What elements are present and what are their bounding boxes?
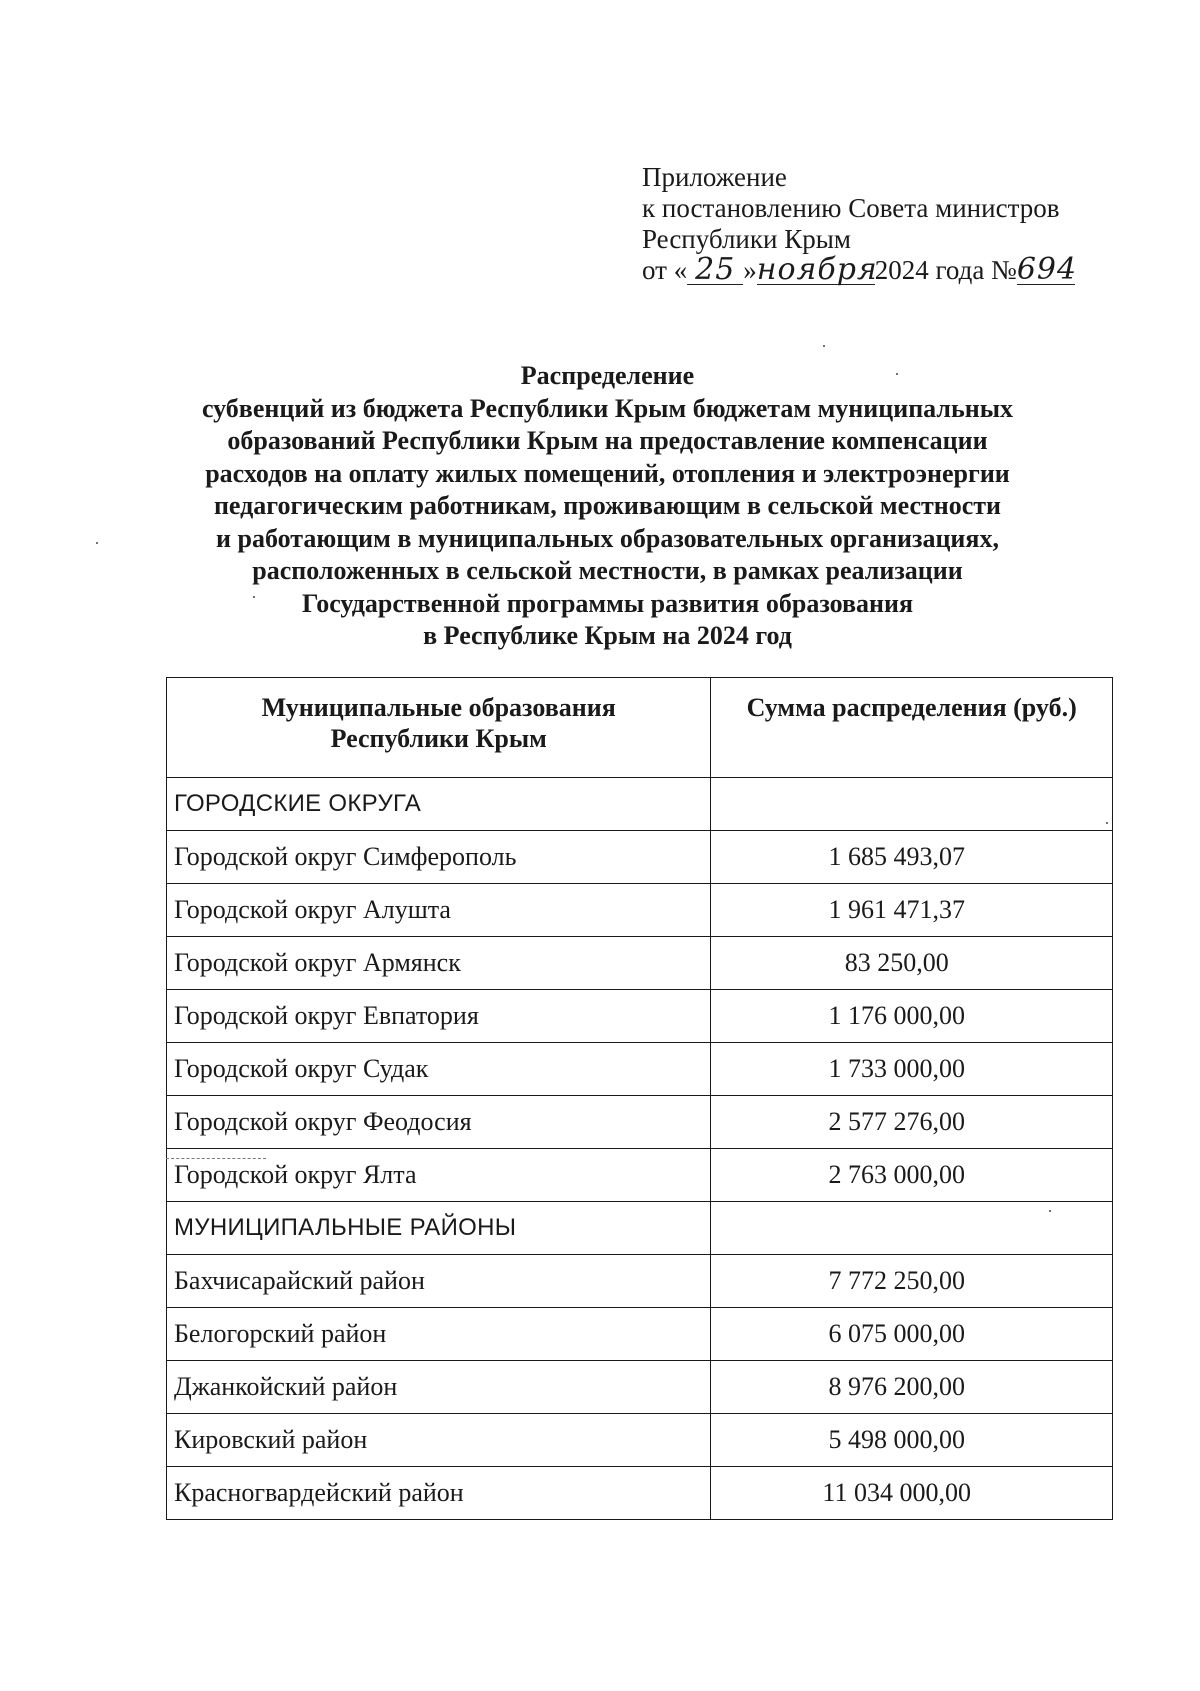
row-sum: 1 685 493,07 <box>711 831 1113 884</box>
row-sum: 83 250,00 <box>711 937 1113 990</box>
row-sum: 1 176 000,00 <box>711 990 1113 1043</box>
row-name: Белогорский район <box>167 1308 711 1361</box>
distribution-table <box>166 677 1113 1520</box>
row-name: Городской округ Судак <box>167 1043 711 1096</box>
table-row <box>167 831 1113 884</box>
date-prefix: от « <box>642 255 688 285</box>
title-line: расходов на оплату жилых помещений, отопления и электроэнергии <box>205 458 1010 488</box>
handwritten-month: ноября <box>756 252 878 287</box>
document-title <box>140 360 1075 653</box>
table-row <box>167 1414 1113 1467</box>
handwritten-number: 694 <box>1016 252 1078 287</box>
table-row <box>167 1202 1113 1255</box>
row-name: Городской округ Ялта <box>167 1149 711 1202</box>
row-name: Городской округ Евпатория <box>167 990 711 1043</box>
table-row <box>167 1467 1113 1520</box>
row-name: Кировский район <box>167 1414 711 1467</box>
scan-speck <box>1049 1210 1051 1212</box>
scan-speck <box>896 373 898 375</box>
header-municipalities <box>167 678 711 778</box>
header-municipalities-line2: Республики Крым <box>330 724 547 753</box>
appendix-block <box>642 162 1078 287</box>
title-line: Государственной программы развития образования <box>301 588 914 618</box>
table-row <box>167 1255 1113 1308</box>
title-heading: Распределение <box>520 361 695 390</box>
row-sum: 7 772 250,00 <box>711 1255 1113 1308</box>
row-name: Красногвардейский район <box>167 1467 711 1520</box>
row-name: Городской округ Симферополь <box>167 831 711 884</box>
date-year-label: 2024 года № <box>874 255 1017 285</box>
row-name: Городской округ Алушта <box>167 884 711 937</box>
appendix-resolution: к постановлению Совета министров <box>642 193 1060 223</box>
row-sum: 8 976 200,00 <box>711 1361 1113 1414</box>
row-sum: 1 733 000,00 <box>711 1043 1113 1096</box>
table-row <box>167 1043 1113 1096</box>
table-row <box>167 884 1113 937</box>
row-sum: 6 075 000,00 <box>711 1308 1113 1361</box>
section-municipal-districts: МУНИЦИПАЛЬНЫЕ РАЙОНЫ <box>167 1202 711 1255</box>
row-sum <box>711 778 1113 831</box>
title-line: и работающим в муниципальных образовательных организациях, <box>216 523 999 553</box>
appendix-republic: Республики Крым <box>642 224 851 254</box>
row-name: Городской округ Армянск <box>167 937 711 990</box>
table-row <box>167 1149 1113 1202</box>
date-close-quote: » <box>743 255 757 285</box>
header-sum: Сумма распределения (руб.) <box>711 678 1113 778</box>
scan-speck <box>1106 822 1108 824</box>
scan-artifact-dash <box>166 1158 266 1159</box>
table-row <box>167 1096 1113 1149</box>
row-name: Городской округ Феодосия <box>167 1096 711 1149</box>
scan-speck <box>823 345 825 347</box>
appendix-label: Приложение <box>642 162 787 192</box>
row-name: Бахчисарайский район <box>167 1255 711 1308</box>
appendix-date-line <box>642 252 1078 287</box>
row-sum: 2 763 000,00 <box>711 1149 1113 1202</box>
title-line: образований Республики Крым на предоставление компенсации <box>227 426 988 455</box>
scan-speck <box>96 542 98 544</box>
title-line: субвенций из бюджета Республики Крым бюджетам муниципальных <box>201 393 1014 423</box>
title-line: в Республике Крым на 2024 год <box>423 621 792 650</box>
table-row <box>167 778 1113 831</box>
title-line: педагогическим работникам, проживающим в сельской местности <box>213 491 1002 520</box>
table-row <box>167 937 1113 990</box>
table-row <box>167 1361 1113 1414</box>
table-header-row <box>167 678 1113 778</box>
row-sum <box>711 1202 1113 1255</box>
row-sum: 5 498 000,00 <box>711 1414 1113 1467</box>
row-sum: 2 577 276,00 <box>711 1096 1113 1149</box>
row-sum: 11 034 000,00 <box>711 1467 1113 1520</box>
row-name: Джанкойский район <box>167 1361 711 1414</box>
header-municipalities-line1: Муниципальные образования <box>261 693 616 722</box>
section-city-districts: ГОРОДСКИЕ ОКРУГА <box>167 778 711 831</box>
table-row <box>167 1308 1113 1361</box>
table-row <box>167 990 1113 1043</box>
row-sum: 1 961 471,37 <box>711 884 1113 937</box>
title-line: расположенных в сельской местности, в рамках реализации <box>252 556 963 585</box>
handwritten-day: 25 <box>695 252 736 287</box>
scan-speck <box>253 596 255 598</box>
